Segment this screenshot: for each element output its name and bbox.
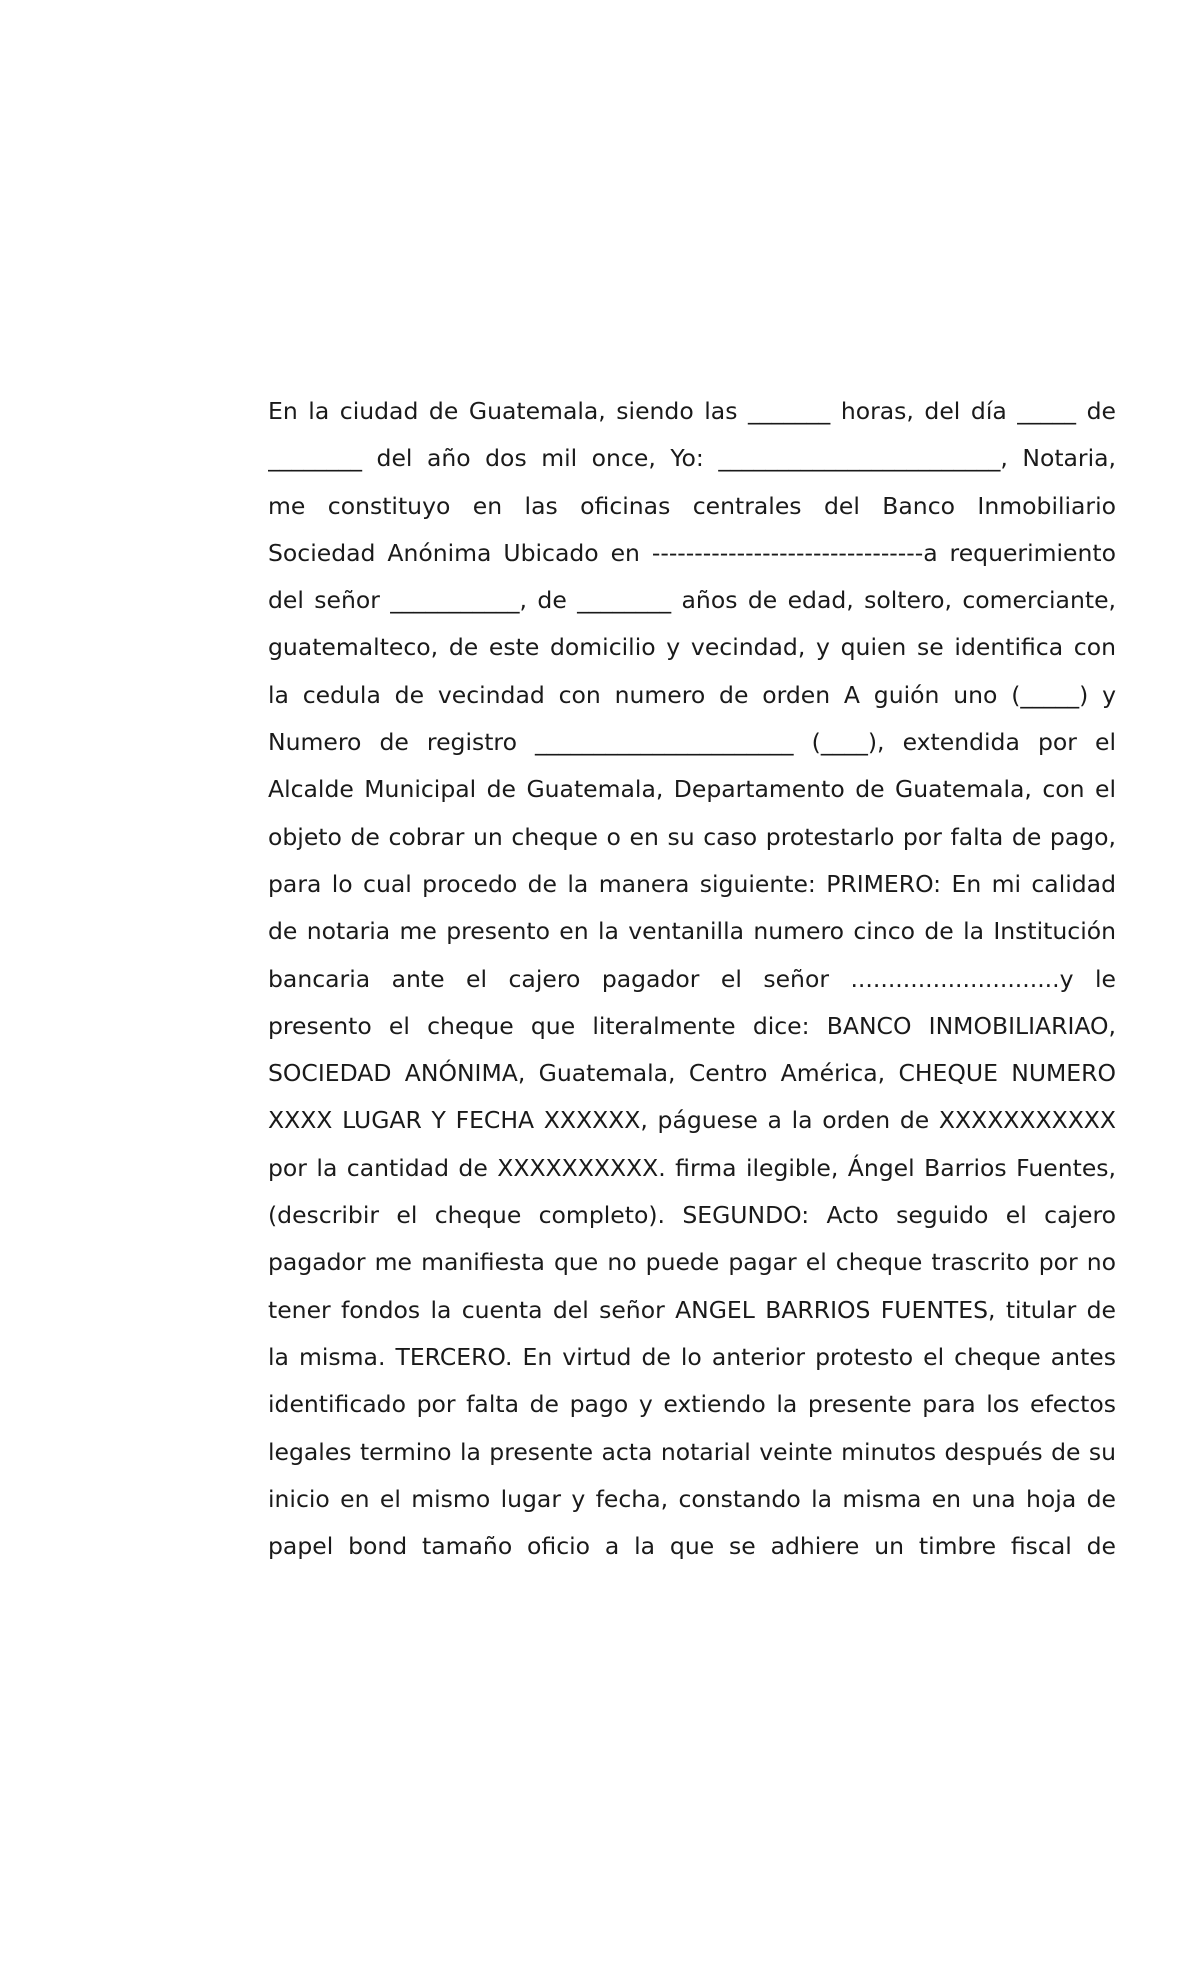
text-line-7: la cedula de vecindad con numero de orden A guión uno (_____) y (268, 680, 1116, 709)
text-line-2: ________ del año dos mil once, Yo: ________________________, Notaria, (268, 444, 1116, 473)
notarial-act-text (268, 388, 1116, 1570)
text-line-12: de notaria me presento en la ventanilla numero cinco de la Institución (268, 917, 1116, 946)
text-line-18: (describir el cheque completo). SEGUNDO: Acto seguido el cajero (268, 1201, 1116, 1230)
text-line-9: Alcalde Municipal de Guatemala, Departamento de Guatemala, con el (268, 775, 1116, 804)
text-line-10: objeto de cobrar un cheque o en su caso protestarlo por falta de pago, (268, 822, 1116, 851)
text-line-23: legales termino la presente acta notarial veinte minutos después de su (268, 1437, 1116, 1466)
text-line-19: pagador me manifiesta que no puede pagar el cheque trascrito por no (268, 1248, 1116, 1277)
text-line-16: XXXX LUGAR Y FECHA XXXXXX, páguese a la orden de XXXXXXXXXXX (268, 1106, 1116, 1135)
text-line-8: Numero de registro ______________________ (____), extendida por el (268, 728, 1116, 757)
text-line-25: papel bond tamaño oficio a la que se adhiere un timbre fiscal de (268, 1532, 1116, 1561)
text-line-15: SOCIEDAD ANÓNIMA, Guatemala, Centro América, CHEQUE NUMERO (268, 1059, 1116, 1088)
text-line-24: inicio en el mismo lugar y fecha, constando la misma en una hoja de (268, 1484, 1116, 1513)
text-line-1: En la ciudad de Guatemala, siendo las _______ horas, del día _____ de (268, 397, 1116, 425)
text-line-4: Sociedad Anónima Ubicado en --------------------------------a requerimiento (268, 538, 1116, 567)
text-line-14: presento el cheque que literalmente dice: BANCO INMOBILIARIAO, (268, 1011, 1116, 1040)
text-line-13: bancaria ante el cajero pagador el señor ............................y le (268, 964, 1116, 993)
text-line-20: tener fondos la cuenta del señor ANGEL BARRIOS FUENTES, titular de (268, 1295, 1116, 1324)
text-line-17: por la cantidad de XXXXXXXXXX. firma ilegible, Ángel Barrios Fuentes, (268, 1153, 1116, 1182)
text-line-5: del señor ___________, de ________ años de edad, soltero, comerciante, (268, 586, 1116, 615)
text-line-22: identificado por falta de pago y extiendo la presente para los efectos (268, 1390, 1116, 1419)
text-line-11: para lo cual procedo de la manera siguiente: PRIMERO: En mi calidad (268, 869, 1116, 898)
text-line-6: guatemalteco, de este domicilio y vecindad, y quien se identifica con (268, 633, 1116, 662)
text-line-3: me constituyo en las oficinas centrales del Banco Inmobiliario (268, 491, 1116, 520)
text-line-21: la misma. TERCERO. En virtud de lo anterior protesto el cheque antes (268, 1342, 1116, 1371)
